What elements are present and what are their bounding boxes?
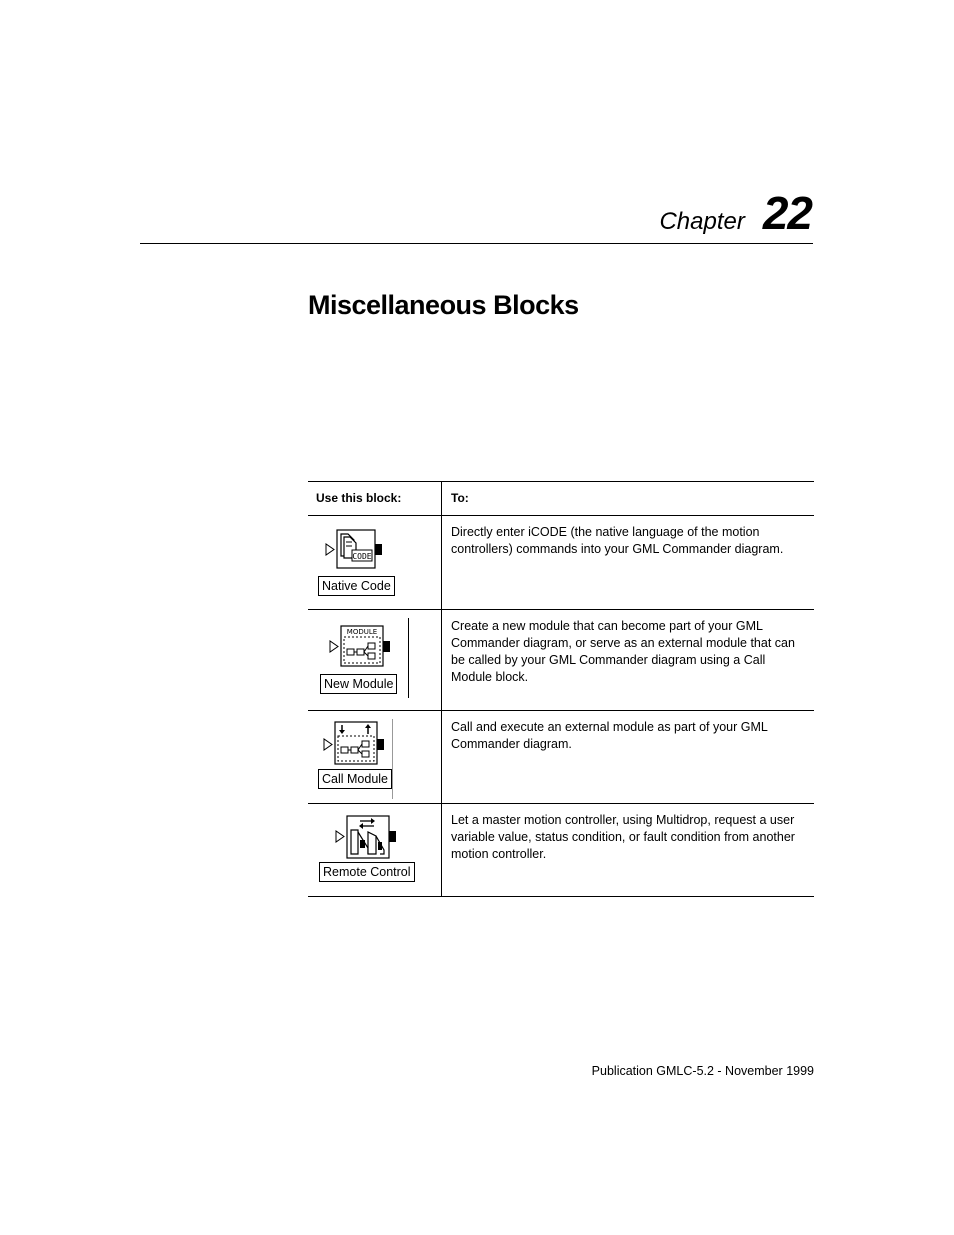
block-label: Remote Control bbox=[319, 862, 415, 882]
block-divider bbox=[392, 719, 393, 799]
header-use-this-block: Use this block: bbox=[308, 482, 442, 516]
svg-text:CODE: CODE bbox=[352, 552, 372, 561]
block-description: Directly enter iCODE (the native language of the motion controllers) commands into your GML Commander diagram. bbox=[442, 516, 815, 610]
page-title: Miscellaneous Blocks bbox=[308, 290, 579, 320]
block-cell bbox=[308, 804, 442, 897]
chapter-label: Chapter bbox=[659, 208, 745, 235]
remote-control-block-icon bbox=[334, 814, 406, 862]
block-description: Let a master motion controller, using Multidrop, request a user variable value, status condition, or fault condition from another motion controller. bbox=[442, 804, 815, 897]
block-label: Call Module bbox=[318, 769, 392, 789]
chapter-number: 22 bbox=[762, 187, 812, 239]
native-code-block-icon bbox=[324, 528, 396, 574]
table-row bbox=[308, 516, 814, 610]
block-label: New Module bbox=[320, 674, 397, 694]
block-description: Create a new module that can become part of your GML Commander diagram, or serve as an external module that can be called by your GML Commander diagram using a Call Module block. bbox=[442, 610, 815, 711]
table-row bbox=[308, 610, 814, 711]
block-divider bbox=[408, 618, 409, 698]
table-row bbox=[308, 711, 814, 804]
block-cell bbox=[308, 516, 442, 610]
block-cell bbox=[308, 610, 442, 711]
header-to: To: bbox=[442, 482, 815, 516]
table-row bbox=[308, 804, 814, 897]
blocks-table bbox=[308, 481, 814, 897]
svg-text:MODULE: MODULE bbox=[346, 628, 378, 636]
new-module-block-icon bbox=[328, 624, 400, 670]
table-header-row bbox=[308, 482, 814, 516]
block-label: Native Code bbox=[318, 576, 395, 596]
publication-footer: Publication GMLC-5.2 - November 1999 bbox=[591, 1064, 814, 1078]
chapter-heading bbox=[0, 186, 812, 239]
block-description: Call and execute an external module as part of your GML Commander diagram. bbox=[442, 711, 815, 804]
chapter-rule bbox=[140, 243, 813, 244]
call-module-block-icon bbox=[322, 719, 394, 769]
block-cell bbox=[308, 711, 442, 804]
